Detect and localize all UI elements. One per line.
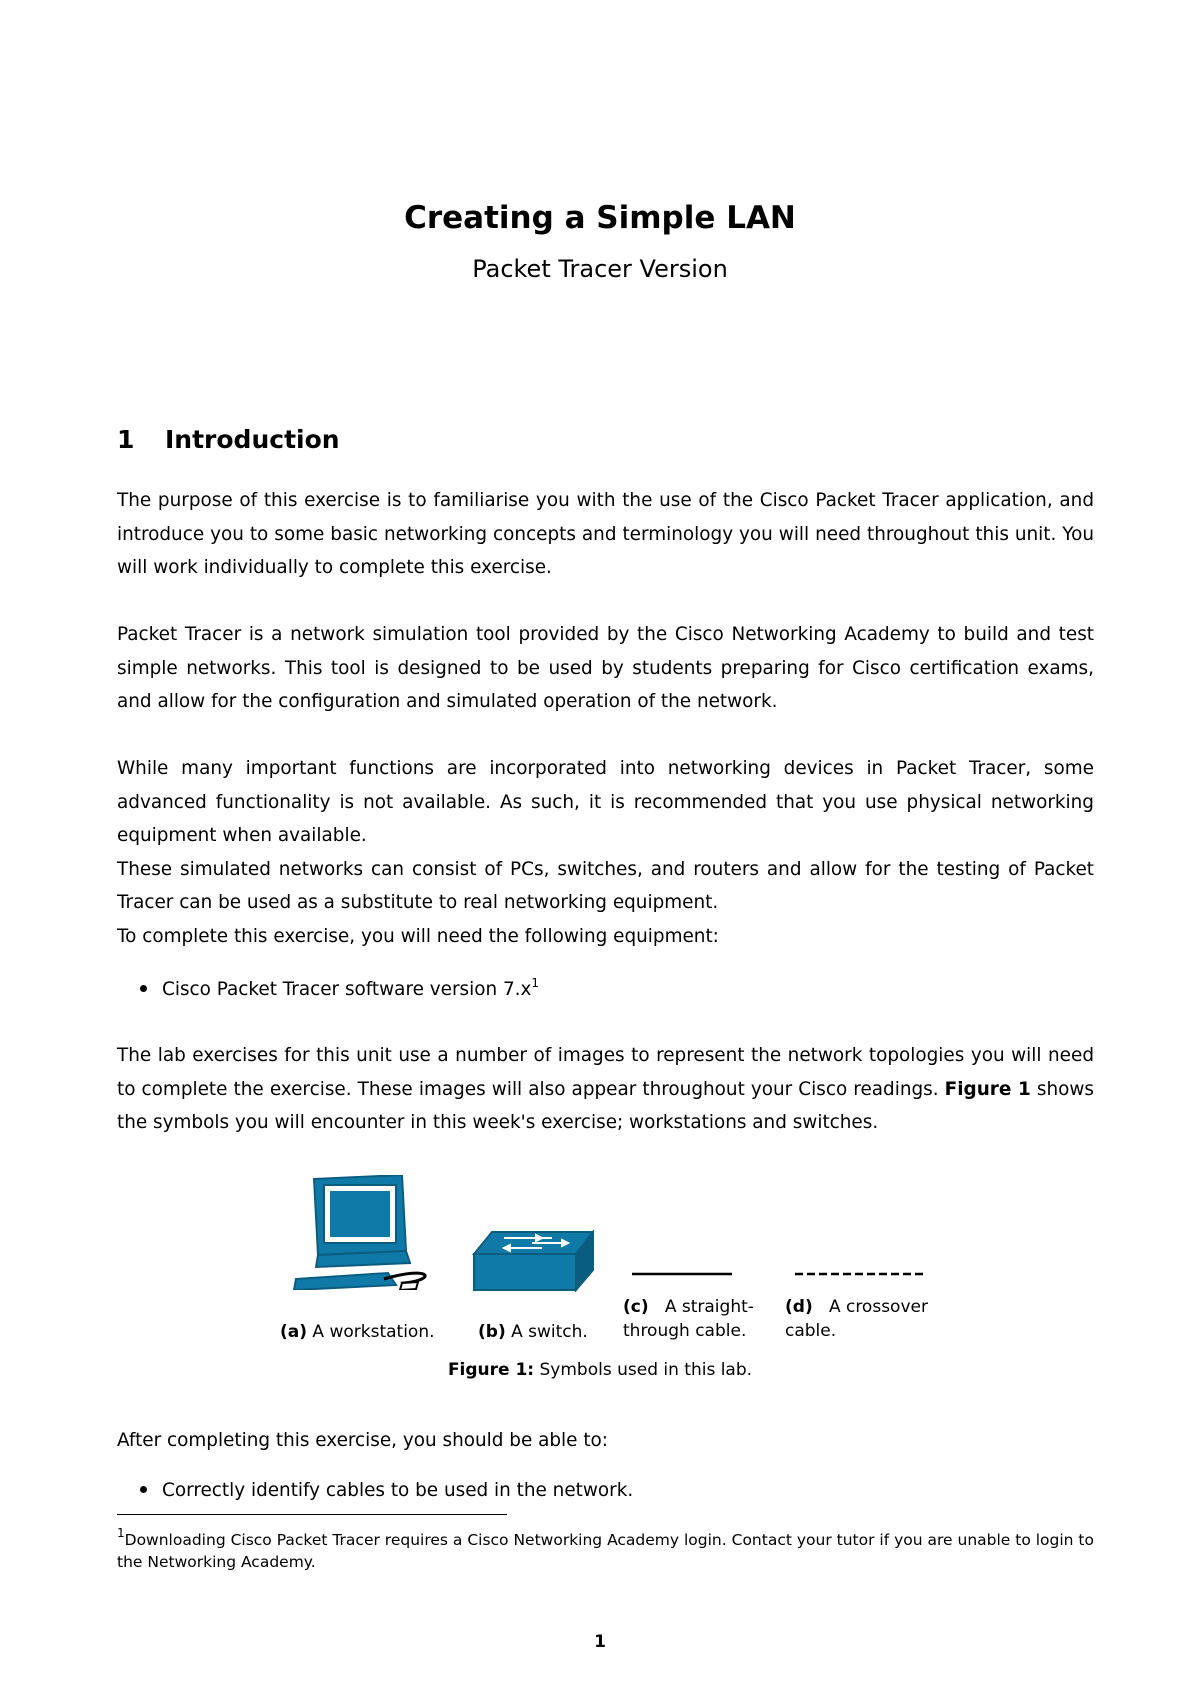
paragraph-text: To complete this exercise, you will need the following equipment: [117,925,719,947]
section-title: Introduction [165,425,340,454]
subfigure-text: A switch. [511,1322,588,1342]
paragraph-text-part: shows the symbols you will encounter in this week's exercise; workstations and switches. [117,1078,1094,1133]
subfigure-text: cable. [785,1321,837,1341]
figure-reference[interactable]: Figure 1 [944,1078,1031,1100]
subfigure-text: A straight- [664,1297,754,1317]
paragraph-functions [117,752,1094,953]
paragraph-text: These simulated networks can consist of PCs, switches, and routers and allow for the testing of Packet Tracer can be used as a substitute to real networking equipment. [117,858,1094,913]
paragraph-packet-tracer [117,618,1094,719]
paragraph-text: Packet Tracer is a network simulation tool provided by the Cisco Networking Academy to build and test simple networks. This tool is designed to be used by students preparing for Cisco certification exams, and allow for the configuration and simulated operation of the network. [117,624,1094,712]
document-title: Creating a Simple LAN [404,200,796,236]
footnote-text: Downloading Cisco Packet Tracer requires a Cisco Networking Academy login. Contact your tutor if you are unable to login to the Networking Academy. [117,1531,1094,1571]
subfigure-label: (b) [478,1322,506,1342]
footnote [117,1522,1094,1573]
paragraph-text [117,1039,1094,1140]
paragraph-text-part: The lab exercises for this unit use a number of images to represent the network topologies you will need to complete the exercise. These images will also appear throughout your Cisco readings. [117,1045,1094,1100]
paragraph-images [117,1039,1094,1140]
list-item-software [140,976,539,1000]
footnote-divider [117,1514,507,1515]
subfigure-text: A workstation. [312,1322,435,1342]
document-subtitle: Packet Tracer Version [472,255,728,283]
paragraph-text: While many important functions are incorporated into networking devices in Packet Tracer, some advanced functionality is not available. As such, it is recommended that you use physical networking equipment when available. [117,758,1094,846]
subfigure-caption-d [785,1295,945,1343]
subfigure-caption-b [478,1320,588,1344]
footnote-mark: 1 [117,1526,125,1540]
subfigure-label: (d) [785,1297,813,1317]
page-number: 1 [594,1632,606,1652]
subfigure-caption-c [623,1295,773,1343]
paragraph-text: The purpose of this exercise is to familiarise you with the use of the Cisco Packet Tracer application, and introduce you to some basic networking concepts and terminology you will need throughout this unit. You will work individually to complete this exercise. [117,490,1094,578]
list-item-text: Cisco Packet Tracer software version 7.x [162,979,532,1000]
list-item-cables [140,1480,633,1501]
section-number: 1 [117,425,135,454]
section-heading [117,425,340,454]
subfigure-text: through cable. [623,1321,747,1341]
bullet-icon [140,1486,147,1493]
figure-caption-text: Symbols used in this lab. [539,1360,753,1380]
subfigure-label: (c) [623,1297,649,1317]
figure-symbols [0,1165,1200,1365]
paragraph-purpose [117,484,1094,585]
paragraph-text: After completing this exercise, you should be able to: [117,1430,608,1451]
subfigure-label: (a) [280,1322,308,1342]
crossover-cable-icon [795,1271,925,1277]
footnote-reference[interactable]: 1 [531,976,540,990]
paragraph-outcomes [117,1424,1094,1458]
subfigure-caption-a [280,1320,435,1344]
bullet-icon [140,985,147,992]
figure-caption-label: Figure 1: [447,1360,535,1380]
figure-caption [0,1360,1200,1380]
subfigure-text: A crossover [828,1297,928,1317]
switch-icon [472,1230,594,1292]
workstation-icon [292,1175,442,1290]
list-item-text: Correctly identify cables to be used in the network. [162,1480,634,1501]
straight-through-cable-icon [632,1271,732,1277]
